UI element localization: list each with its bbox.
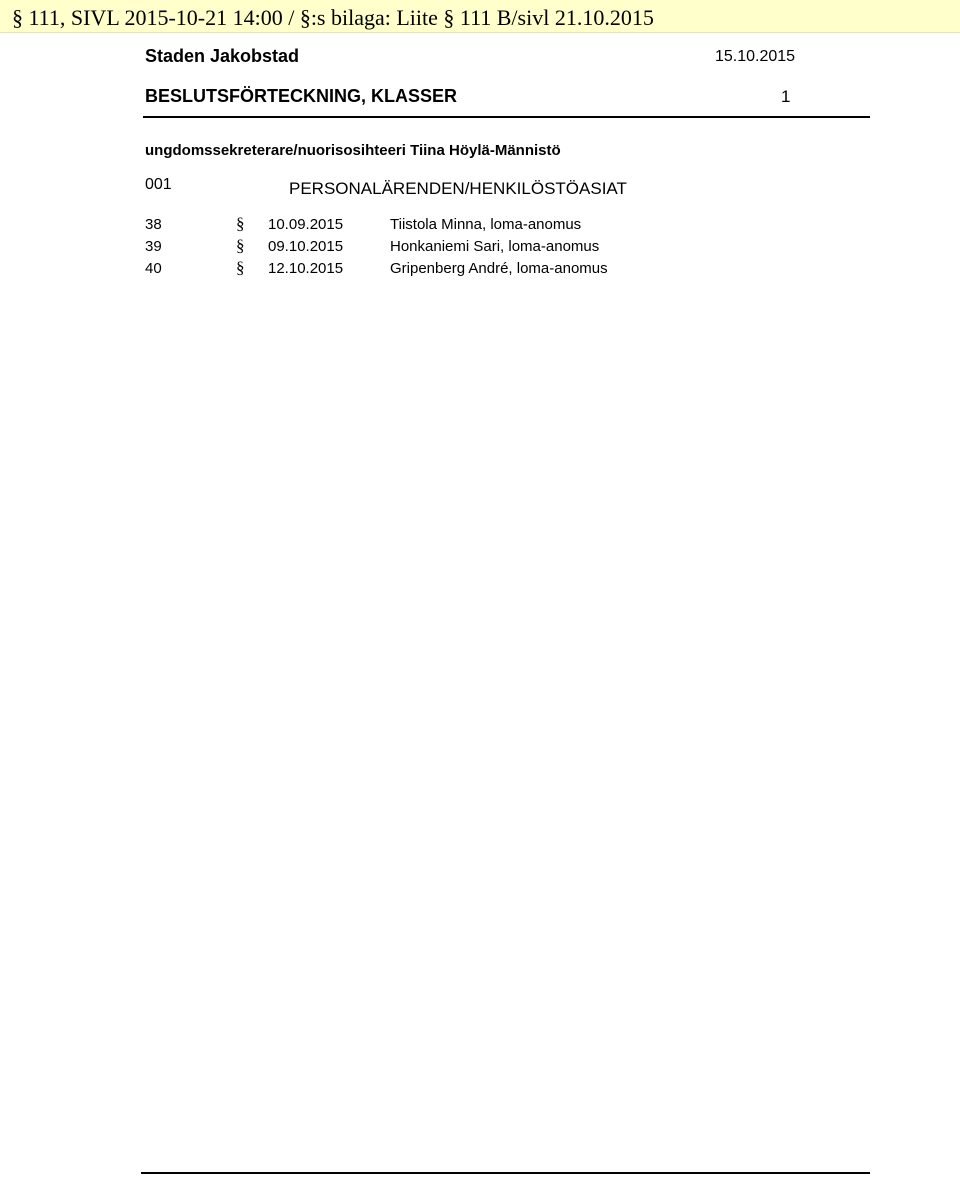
section-code: 001 [145, 176, 172, 193]
paragraph-symbol: § [236, 258, 245, 277]
entry-description: Honkaniemi Sari, loma-anomus [390, 238, 600, 255]
section-title: PERSONALÄRENDEN/HENKILÖSTÖASIAT [289, 179, 627, 194]
footer-divider [141, 1172, 870, 1174]
document-title: BESLUTSFÖRTECKNING, KLASSER [145, 86, 458, 106]
header-divider [143, 116, 870, 118]
document-date: 15.10.2015 [715, 48, 796, 65]
entry-date: 10.09.2015 [268, 216, 344, 233]
entry-number: 38 [145, 216, 162, 233]
entry-number: 40 [145, 260, 162, 277]
entry-date: 12.10.2015 [268, 260, 344, 277]
page-number: 1 [781, 87, 791, 106]
list-item [0, 216, 960, 238]
entry-description: Tiistola Minna, loma-anomus [390, 216, 582, 233]
organization-name: Staden Jakobstad [145, 46, 300, 66]
attachment-banner [0, 0, 960, 33]
author-line: ungdomssekreterare/nuorisosihteeri Tiina Höylä-Männistö [145, 142, 561, 159]
list-item [0, 260, 960, 282]
paragraph-symbol: § [236, 236, 245, 255]
list-item [0, 238, 960, 260]
entry-description: Gripenberg André, loma-anomus [390, 260, 608, 277]
paragraph-symbol: § [236, 214, 245, 233]
entry-date: 09.10.2015 [268, 238, 344, 255]
banner-text: § 111, SIVL 2015-10-21 14:00 / §:s bilaga: Liite § 111 B/sivl 21.10.2015 [12, 5, 654, 30]
entry-number: 39 [145, 238, 162, 255]
